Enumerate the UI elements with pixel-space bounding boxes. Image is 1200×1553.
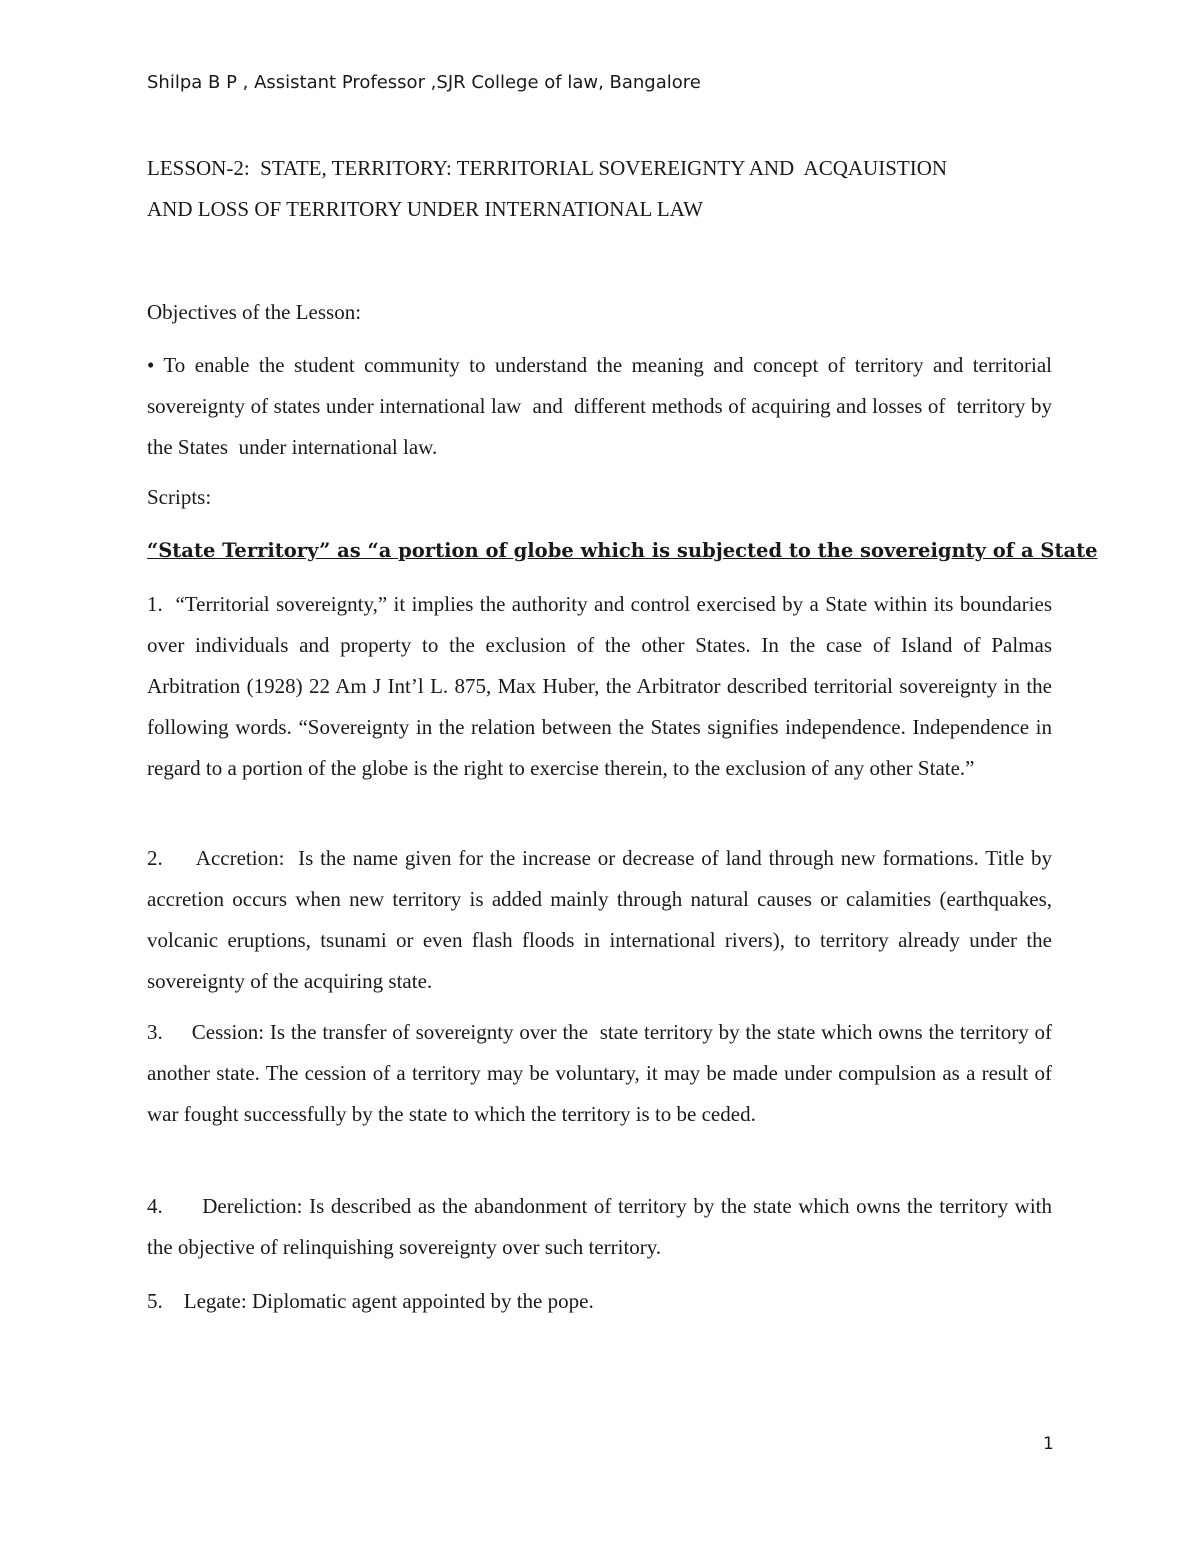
paragraph-accretion bbox=[147, 838, 1058, 1002]
paragraph-territorial-sovereignty bbox=[147, 584, 1058, 789]
objectives-heading: Objectives of the Lesson: bbox=[147, 300, 362, 324]
paragraph-dereliction bbox=[147, 1186, 1058, 1268]
page-header: Shilpa B P , Assistant Professor ,SJR College of law, Bangalore bbox=[147, 72, 701, 93]
paragraph-number: 4. bbox=[147, 1194, 163, 1218]
lesson-title-line-2: AND LOSS OF TERRITORY UNDER INTERNATIONAL LAW bbox=[147, 197, 703, 221]
paragraph-text: “Territorial sovereignty,” it implies the authority and control exercised by a State within its boundaries over individuals and property to the exclusion of the other States. In the case of Island of Palmas Arbitration (1928) 22 Am J Int’l L. 875, Max Huber, the Arbitrator described territorial sovereignty in the following words. “Sovereignty in the relation between the States signifies independence. Independence in regard to a portion of the globe is the right to exercise therein, to the exclusion of any other State.” bbox=[147, 592, 1058, 780]
lesson-title-line-1: LESSON-2: STATE, TERRITORY: TERRITORIAL SOVEREIGNTY AND ACQAUISTION bbox=[147, 156, 948, 180]
lesson-title bbox=[147, 148, 1052, 230]
paragraph-legate bbox=[147, 1281, 1052, 1322]
objective-bullet-item: • To enable the student community to understand the meaning and concept of territory and territorial sovereignty of states under international law and different methods of acquiring and losses of territory by the States under international law. bbox=[147, 353, 1058, 459]
paragraph-text: Legate: Diplomatic agent appointed by the pope. bbox=[162, 1289, 594, 1313]
paragraph-text: Cession: Is the transfer of sovereignty over the state territory by the state which owns the territory of another state. The cession of a territory may be voluntary, it may be made under compulsion as a result of war fought successfully by the state to which the territory is to be ceded. bbox=[147, 1020, 1058, 1126]
paragraph-cession bbox=[147, 1012, 1058, 1135]
page-number: 1 bbox=[1043, 1434, 1054, 1454]
paragraph-text: Dereliction: Is described as the abandonment of territory by the state which owns the territory with the objective of relinquishing sovereignty over such territory. bbox=[147, 1194, 1058, 1259]
paragraph-number: 1. bbox=[147, 592, 163, 616]
paragraph-number: 2. bbox=[147, 846, 163, 870]
paragraph-text: Accretion: Is the name given for the increase or decrease of land through new formations. Title by accretion occurs when new territory is added mainly through natural causes or calamities (earthquakes, volcanic eruptions, tsunami or even flash floods in international rivers), to territory already under the sovereignty of the acquiring state. bbox=[147, 846, 1058, 993]
paragraph-number: 3. bbox=[147, 1020, 163, 1044]
state-territory-definition: “State Territory” as “a portion of globe which is subjected to the sovereignty of a State bbox=[147, 539, 1098, 562]
scripts-heading: Scripts: bbox=[147, 485, 212, 509]
paragraph-number: 5. bbox=[147, 1289, 163, 1313]
